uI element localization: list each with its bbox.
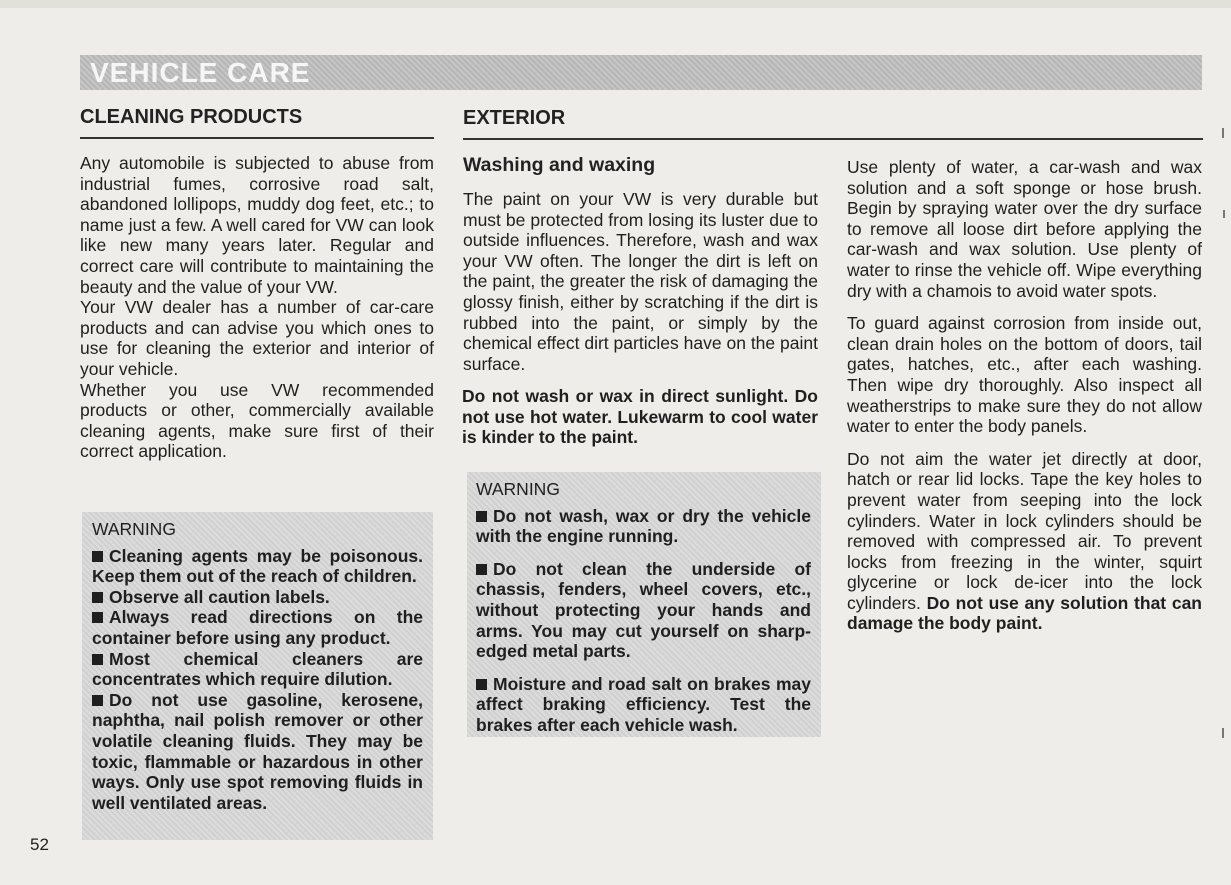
cleaning-warning-item: Cleaning agents may be poisonous. Keep them out of the reach of children. (92, 545, 423, 587)
cleaning-paragraph-3: Whether you use VW recommended products or other, commercially available cleaning agents, make sure first of their correct application. (80, 379, 434, 462)
bullet-square-icon (476, 564, 487, 575)
cleaning-warning-title: WARNING (92, 519, 176, 539)
margin-mark (1223, 210, 1225, 218)
bullet-square-icon (92, 592, 103, 603)
exterior-warning-title: WARNING (476, 479, 560, 499)
bullet-square-icon (476, 679, 487, 690)
bullet-square-icon (476, 511, 487, 522)
exterior-warning-item: Do not clean the underside of chassis, fenders, wheel covers, etc., without protecting your hands and arms. You may cut yourself on sharp-edged metal parts. (476, 558, 811, 662)
bullet-square-icon (92, 695, 103, 706)
paint-damage-note: Do not use any solution that can damage the body paint. (847, 592, 1202, 634)
exterior-warning-item: Do not wash, wax or dry the vehicle with the engine running. (476, 505, 811, 547)
cleaning-warning-item: Most chemical cleaners are concentrates which require dilution. (92, 648, 423, 690)
bullet-square-icon (92, 612, 103, 623)
exterior-intro-text: The paint on your VW is very durable but must be protected from losing its luster due to outside influences. Therefore, wash and wax your VW often. The longer the dirt is left on the paint, the greater the risk of damaging the glossy finish, either by scratching if the dirt is rubbed into the paint, or simply by the chemical effect dirt particles have on the paint surface. (463, 189, 818, 374)
right-paragraph-2: To guard against corrosion from inside out, clean drain holes on the bottom of doors, tail gates, hatches, etc., after each washing. Then wipe dry thoroughly. Also inspect all weatherstrips to make sure they do not allow water to enter the body panels. (847, 313, 1202, 437)
cleaning-warning-item: Always read directions on the container before using any product. (92, 607, 423, 648)
exterior-intro (463, 189, 818, 374)
margin-mark (1222, 128, 1224, 138)
page-number: 52 (30, 835, 49, 854)
cleaning-warning-item: Observe all caution labels. (92, 587, 423, 608)
cleaning-warning-item: Do not use gasoline, kerosene, naphtha, nail polish remover or other volatile cleaning fluids. They may be toxic, flammable or hazardous in other ways. Only use spot removing fluids in well ventilated areas. (92, 689, 423, 813)
cleaning-warning-box (82, 512, 433, 840)
page-top-edge (0, 0, 1231, 8)
exterior-right-column (847, 157, 1202, 634)
cleaning-products-rule (80, 137, 434, 139)
exterior-heading: EXTERIOR (463, 107, 566, 129)
cleaning-paragraph-1: Any automobile is subjected to abuse from industrial fumes, corrosive road salt, abandoned lollipops, muddy dog feet, etc.; to name just a few. A well cared for VW can look like new many years later. Regular and correct care will contribute to maintaining the beauty and the value of your VW. (80, 153, 434, 297)
right-paragraph-1: Use plenty of water, a car-wash and wax solution and a soft sponge or hose brush. Begin by spraying water over the dry surface to remove all loose dirt before applying the car-wash and wax solution. Use plenty of water to rinse the vehicle off. Wipe everything dry with a chamois to avoid water spots. (847, 157, 1202, 301)
cleaning-products-text (80, 153, 434, 462)
exterior-warning-item: Moisture and road salt on brakes may affect braking efficiency. Test the brakes after each vehicle wash. (476, 673, 811, 735)
cleaning-paragraph-2: Your VW dealer has a number of car-care products and can advise you which ones to use for cleaning the exterior and interior of your vehicle. (80, 297, 434, 379)
title-band (80, 55, 1202, 90)
cleaning-products-heading: CLEANING PRODUCTS (80, 106, 303, 128)
bullet-square-icon (92, 654, 103, 665)
washing-waxing-subheading: Washing and waxing (463, 154, 656, 176)
sunlight-note: Do not wash or wax in direct sunlight. Do not use hot water. Lukewarm to cool water is kinder to the paint. (462, 386, 818, 448)
right-paragraph-3: Do not aim the water jet directly at door, hatch or rear lid locks. Tape the key holes to prevent water from seeping into the lock cylinders. Water in lock cylinders should be removed with compressed air. To prevent locks from freezing in the winter, squirt glycerine or lock de-icer into the lock cylinders. Do not use any solution that can damage the body paint. (847, 448, 1202, 634)
bullet-square-icon (92, 551, 103, 562)
page-title: VEHICLE CARE (90, 57, 311, 88)
exterior-warning-box (467, 472, 821, 737)
exterior-rule (463, 138, 1203, 140)
margin-mark (1222, 728, 1224, 738)
